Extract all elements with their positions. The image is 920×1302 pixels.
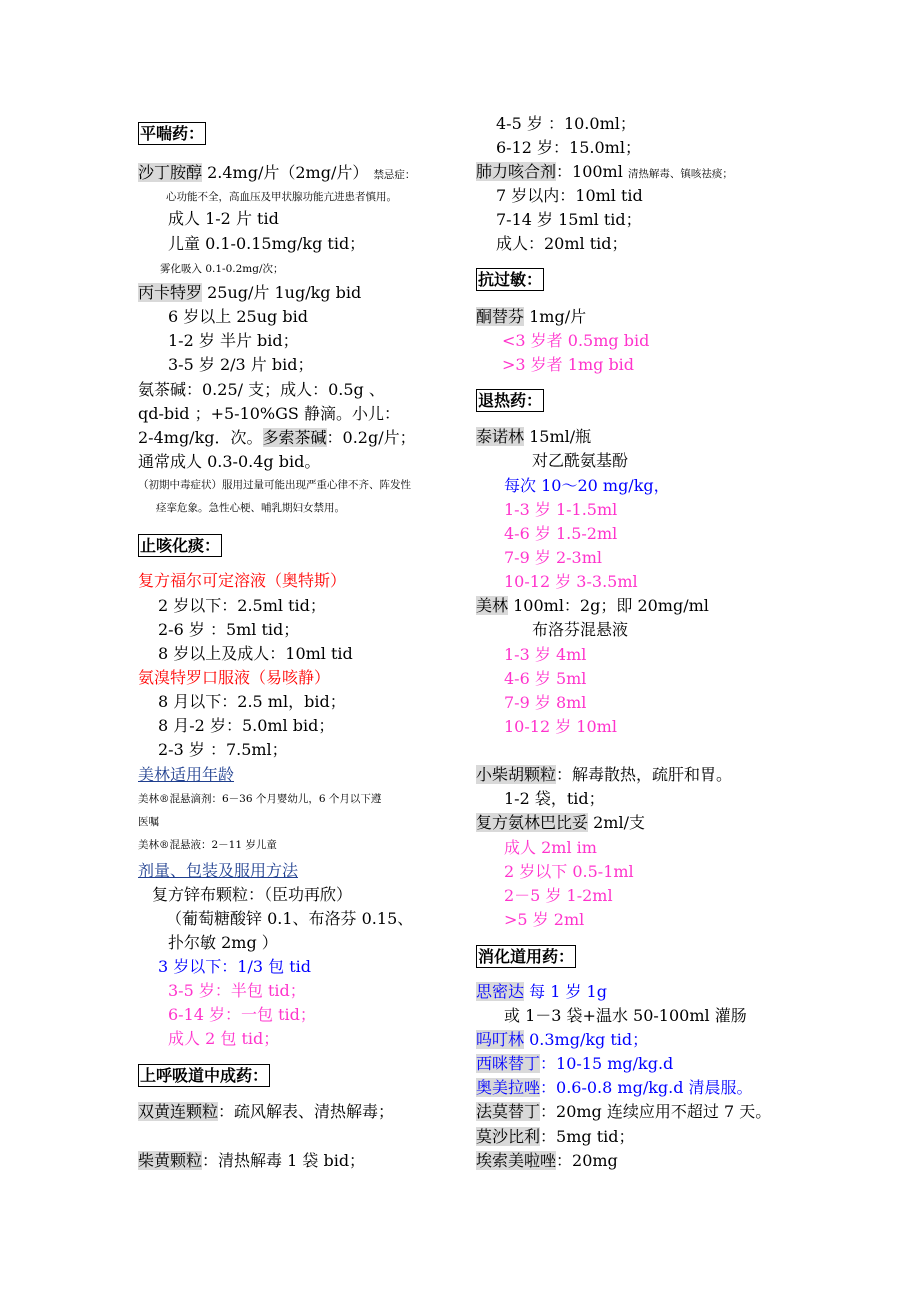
drug-famotidine: 法莫替丁 [476, 1102, 541, 1121]
continued-dose-1: 4-5 岁 ：10.0ml； [496, 114, 636, 133]
drug-ambroxol-clenbuterol: 氨溴特罗口服液（易咳静） [138, 668, 331, 687]
ketotifen-line: 酮替芬 1mg/片 [476, 307, 587, 326]
motrin-dose-3: 7-9 岁 8ml [504, 693, 587, 712]
zinc-ibuprofen-dose-2: 3-5 岁：半包 tid； [168, 981, 306, 1000]
zinc-ibuprofen-dose-3: 6-14 岁：一包 tid； [168, 1005, 316, 1024]
dosage-link[interactable]: 剂量、包装及服用方法 [138, 861, 299, 880]
heading-digestive: 消化道用药： [478, 947, 575, 966]
drug-feili: 肺力咳合剂 [476, 162, 557, 181]
continued-dose-2: 6-12 岁：15.0ml； [496, 138, 641, 157]
drug-procaterol: 丙卡特罗 [138, 283, 203, 302]
aminophylline-2: qd-bid ；+5-10%GS 静滴。小儿： [138, 404, 400, 423]
xiaochaihu-line: 小柴胡颗粒：解毒散热，疏肝和胃。 [476, 765, 733, 784]
aminophylline-note-2: 痉挛危象。急性心梗、哺乳期妇女禁用。 [156, 502, 345, 514]
pholcodine-dose-1: 2 岁以下：2.5ml tid； [158, 596, 326, 615]
motrin-drops-note: 美林®混悬滴剂：6－36 个月婴幼儿，6 个月以下遵 [138, 793, 382, 805]
tylenol-dose-3: 7-9 岁 2-3ml [504, 548, 602, 567]
drug-domperidone: 吗叮林 [476, 1030, 525, 1049]
motrin-dose-2: 4-6 岁 5ml [504, 669, 587, 688]
salbutamol-nebulized: 雾化吸入 0.1-0.2mg/次； [160, 263, 284, 275]
ambroxol-dose-2: 8 月-2 岁：5.0ml bid； [158, 716, 335, 735]
famotidine-line: 法莫替丁：20mg 连续应用不超过 7 天。 [476, 1102, 772, 1121]
drug-salbutamol: 沙丁胺醇 [138, 163, 203, 182]
drug-cimetidine: 西咪替丁 [476, 1054, 541, 1073]
drug-omeprazole: 奥美拉唑 [476, 1078, 541, 1097]
zinc-ibuprofen-dose-1: 3 岁以下：1/3 包 tid [158, 957, 311, 976]
heading-antipyretic: 退热药： [478, 391, 543, 410]
chaihuang-line: 柴黄颗粒：清热解毒 1 袋 bid； [138, 1151, 366, 1170]
drug-mosapride: 莫沙比利 [476, 1127, 541, 1146]
compound-aminopyrine-line: 复方氨林巴比妥 2ml/支 [476, 813, 645, 832]
drug-esomeprazole: 埃索美啦唑 [476, 1151, 557, 1170]
smecta-line: 思密达 每 1 岁 1g [476, 982, 607, 1001]
aminophylline-3: 2-4mg/kg．次。多索茶碱：0.2g/片； [138, 428, 416, 447]
motrin-age-link[interactable]: 美林适用年龄 [138, 765, 235, 784]
salbutamol-contraindication: 心功能不全，高血压及甲状腺功能亢进患者慎用。 [166, 191, 397, 203]
motrin-generic: 布洛芬混悬液 [532, 620, 629, 639]
heading-antitussive: 止咳化痰： [140, 536, 221, 555]
salbutamol-child: 儿童 0.1-0.15mg/kg tid； [168, 234, 366, 253]
drug-tylenol: 泰诺林 [476, 427, 525, 446]
motrin-suspension-note: 美林®混悬液：2－11 岁儿童 [138, 839, 277, 851]
ketotifen-dose-2: >3 岁者 1mg bid [502, 355, 635, 374]
drug-shuanghuanglian: 双黄连颗粒 [138, 1102, 219, 1121]
feili-line: 肺力咳合剂：100ml 清热解毒、镇咳祛痰； [476, 162, 733, 181]
drug-compound-aminopyrine: 复方氨林巴比妥 [476, 813, 589, 832]
drug-ketotifen: 酮替芬 [476, 307, 525, 326]
salbutamol-adult: 成人 1-2 片 tid [168, 209, 279, 228]
zinc-ibuprofen-composition-2: 扑尔敏 2mg ） [168, 933, 278, 952]
drug-compound-pholcodine: 复方福尔可定溶液（奥特斯） [138, 571, 347, 590]
drug-zinc-ibuprofen: 复方锌布颗粒：（臣功再欣） [152, 885, 353, 904]
ambroxol-dose-3: 2-3 岁 ：7.5ml； [158, 740, 288, 759]
aminophylline-note-1: （初期中毒症状）服用过量可能出现严重心律不齐、阵发性 [138, 479, 411, 491]
motrin-dose-1: 1-3 岁 4ml [504, 645, 587, 664]
procaterol-dose-1: 6 岁以上 25ug bid [168, 307, 308, 326]
tylenol-dose-2: 4-6 岁 1.5-2ml [504, 524, 618, 543]
feili-dose-3: 成人：20ml tid； [496, 234, 628, 253]
heading-antiallergy: 抗过敏： [478, 270, 543, 289]
aminopyrine-dose-1: 成人 2ml im [504, 838, 597, 857]
zinc-ibuprofen-composition-1: （葡萄糖酸锌 0.1、布洛芬 0.15、 [166, 909, 414, 928]
feili-dose-2: 7-14 岁 15ml tid； [496, 210, 642, 229]
feili-dose-1: 7 岁以内：10ml tid [496, 186, 643, 205]
zinc-ibuprofen-dose-4: 成人 2 包 tid； [168, 1029, 280, 1048]
ambroxol-dose-1: 8 月以下：2.5 ml，bid； [158, 692, 346, 711]
aminophylline-4: 通常成人 0.3-0.4g bid。 [138, 452, 321, 471]
procaterol-line: 丙卡特罗 25ug/片 1ug/kg bid [138, 283, 362, 302]
omeprazole-line: 奥美拉唑：0.6-0.8 mg/kg.d 清晨服。 [476, 1078, 753, 1097]
aminophylline-1: 氨茶碱：0.25/ 支；成人：0.5g 、 [138, 380, 385, 399]
motrin-drops-note-2: 医嘱 [138, 816, 159, 828]
shuanghuanglian-line: 双黄连颗粒：疏风解表、清热解毒； [138, 1102, 395, 1121]
aminopyrine-dose-4: >5 岁 2ml [504, 910, 585, 929]
drug-xiaochaihu: 小柴胡颗粒 [476, 765, 557, 784]
mosapride-line: 莫沙比利：5mg tid； [476, 1127, 635, 1146]
aminopyrine-dose-3: 2－5 岁 1-2ml [504, 886, 613, 905]
tylenol-dose-0: 每次 10～20 mg/kg， [504, 476, 670, 495]
drug-chaihuang: 柴黄颗粒 [138, 1151, 203, 1170]
motrin-line: 美林 100ml：2g；即 20mg/ml [476, 596, 709, 615]
tylenol-line: 泰诺林 15ml/瓶 [476, 427, 592, 446]
cimetidine-line: 西咪替丁：10-15 mg/kg.d [476, 1054, 674, 1073]
heading-upper-respiratory-tcm: 上呼吸道中成药： [140, 1066, 269, 1085]
aminopyrine-dose-2: 2 岁以下 0.5-1ml [504, 862, 634, 881]
procaterol-dose-2: 1-2 岁 半片 bid； [168, 331, 299, 350]
pholcodine-dose-2: 2-6 岁 ：5ml tid； [158, 620, 300, 639]
procaterol-dose-3: 3-5 岁 2/3 片 bid； [168, 355, 314, 374]
smecta-enema: 或 1－3 袋+温水 50-100ml 灌肠 [504, 1006, 747, 1025]
drug-smecta: 思密达 [476, 982, 525, 1001]
salbutamol-line: 沙丁胺醇 2.4mg/片（2mg/片） 禁忌症： [138, 163, 416, 182]
pholcodine-dose-3: 8 岁以上及成人：10ml tid [158, 644, 353, 663]
drug-doxofylline: 多索茶碱 [262, 428, 327, 447]
heading-antiasthmatic: 平喘药： [140, 124, 205, 143]
ketotifen-dose-1: <3 岁者 0.5mg bid [502, 331, 650, 350]
drug-motrin: 美林 [476, 596, 509, 615]
domperidone-line: 吗叮林 0.3mg/kg tid； [476, 1030, 649, 1049]
tylenol-dose-1: 1-3 岁 1-1.5ml [504, 500, 618, 519]
motrin-dose-4: 10-12 岁 10ml [504, 717, 617, 736]
esomeprazole-line: 埃索美啦唑：20mg [476, 1151, 618, 1170]
xiaochaihu-dose: 1-2 袋，tid； [504, 789, 605, 808]
tylenol-dose-4: 10-12 岁 3-3.5ml [504, 572, 638, 591]
tylenol-generic: 对乙酰氨基酚 [532, 451, 629, 470]
